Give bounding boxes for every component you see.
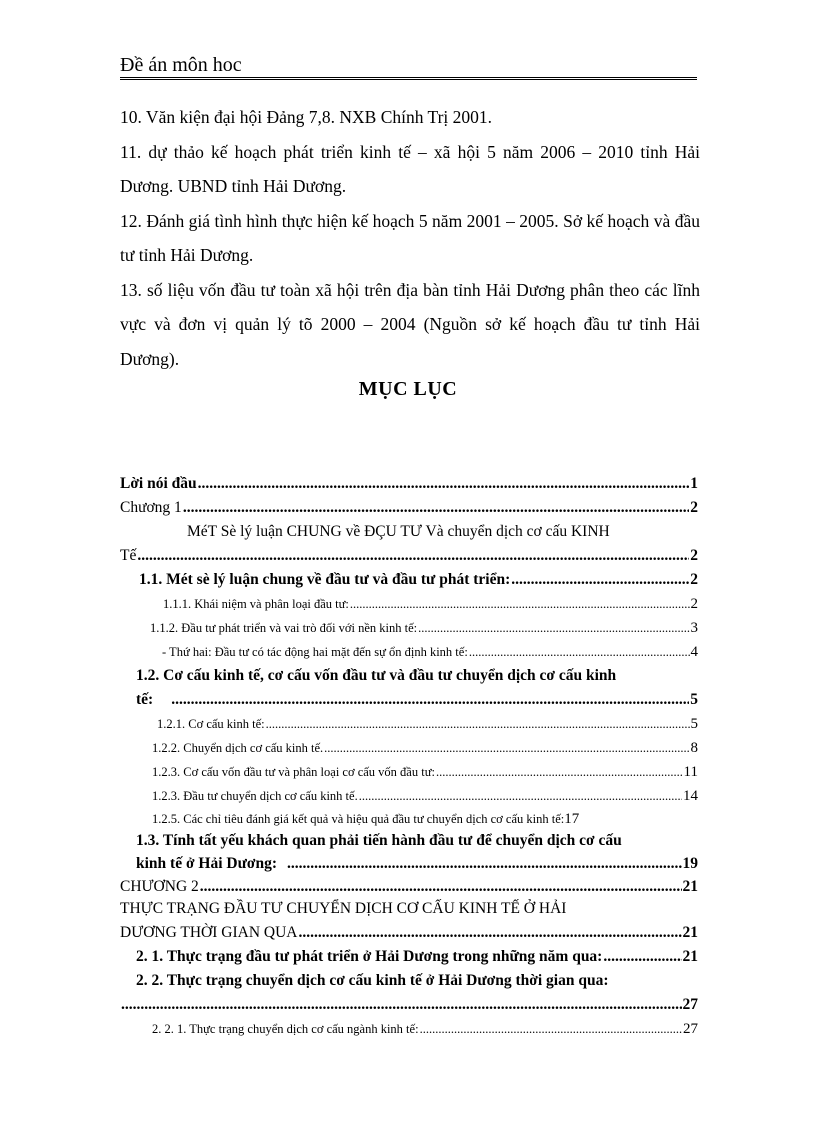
toc-entry-text: 2. 1. Thực trạng đầu tư phát triển ở Hải Dương trong những năm qua: <box>136 948 603 965</box>
toc-entry-text: Lời nói đầu <box>120 475 197 492</box>
toc-leader <box>350 592 690 616</box>
reference-item: 11. dự thảo kế hoạch phát triển kinh tế – xã hội 5 năm 2006 – 2010 tỉnh Hải Dương. UBND tỉnh Hải Dương. <box>120 141 700 196</box>
page-header <box>120 54 697 80</box>
toc-leader <box>420 1017 682 1041</box>
toc-page-number: 19 <box>682 855 698 872</box>
toc-entry-text: CHƯƠNG 2 <box>120 878 199 895</box>
toc-leader <box>137 544 689 568</box>
toc-entry[interactable] <box>120 784 698 808</box>
toc-entry-text: 1.1. Mét sè lý luận chung về đầu tư và đầu tư phát triển: <box>139 571 511 588</box>
toc-entry-text: 1.2.3. Cơ cấu vốn đầu tư và phân loại cơ cấu vốn đầu tư: <box>152 765 435 779</box>
toc-entry[interactable] <box>120 568 698 592</box>
toc-entry[interactable] <box>120 688 698 712</box>
toc-page-number: 17 <box>564 811 580 827</box>
reference-item: 12. Đánh giá tình hình thực hiện kế hoạch 5 năm 2001 – 2005. Sở kế hoạch và đầu tư tỉnh Hải Dương. <box>120 210 700 265</box>
toc-entry[interactable] <box>120 945 698 969</box>
toc-leader <box>200 876 682 897</box>
toc-page-number: 2 <box>690 571 698 588</box>
toc-entry[interactable] <box>120 712 698 736</box>
toc-leader <box>469 640 690 664</box>
toc-entry-text: 2. 2. 1. Thực trạng chuyển dịch cơ cấu ngành kinh tế: <box>152 1022 419 1036</box>
toc-entry[interactable] <box>120 496 698 520</box>
toc-entry-text: DƯƠNG THỜI GIAN QUA <box>120 924 298 941</box>
toc-entry[interactable] <box>120 760 698 784</box>
toc-page-number: 5 <box>690 716 698 732</box>
toc-entry[interactable] <box>120 616 698 640</box>
toc-page-number: 27 <box>683 1021 698 1037</box>
toc-page-number: 4 <box>690 644 698 660</box>
reference-item: 10. Văn kiện đại hội Đảng 7,8. NXB Chính Trị 2001. <box>120 107 493 127</box>
toc-page-number: 14 <box>683 788 698 804</box>
toc-leader <box>287 852 681 876</box>
toc-entry-text: 1.2. Cơ cấu kinh tế, cơ cấu vốn đầu tư và đầu tư chuyển dịch cơ cấu kinh <box>136 667 617 684</box>
toc-entry-text: 1.2.5. Các chỉ tiêu đánh giá kết quả và hiệu quả đầu tư chuyển dịch cơ cấu kinh tế: <box>152 812 565 826</box>
toc-entry[interactable] <box>120 969 698 993</box>
reference-list <box>120 100 700 376</box>
toc-entry[interactable] <box>120 736 698 760</box>
toc-entry[interactable] <box>120 852 698 876</box>
toc-leader <box>359 784 682 808</box>
toc-entry[interactable] <box>120 1017 698 1041</box>
toc-leader <box>121 993 682 1017</box>
toc-leader <box>436 760 683 784</box>
toc-page-number: 21 <box>682 948 698 965</box>
toc-page-number: 5 <box>690 691 698 708</box>
header-title: Đề án môn hoc <box>120 54 242 76</box>
toc-entry[interactable] <box>120 830 698 852</box>
toc-entry-text: Tế <box>120 547 137 564</box>
toc-entry-text: kinh tế ở Hải Dương: <box>136 855 278 872</box>
toc-page-number: 11 <box>683 764 698 780</box>
toc-entry[interactable] <box>120 472 698 496</box>
toc-entry-text: 1.2.2. Chuyển dịch cơ cấu kinh tế. <box>152 741 324 755</box>
toc-entry[interactable] <box>120 808 698 830</box>
toc-entry-text: Chương 1 <box>120 499 182 516</box>
toc-entry[interactable] <box>120 544 698 568</box>
toc-leader <box>299 921 682 945</box>
toc-leader <box>324 736 689 760</box>
toc-page-number: 1 <box>690 475 698 492</box>
toc-entry-text: 1.2.1. Cơ cấu kinh tế: <box>157 717 265 731</box>
toc-entry[interactable] <box>120 921 698 945</box>
toc-entry-text: 1.3. Tính tất yếu khách quan phải tiến hành đầu tư để chuyển dịch cơ cấu <box>136 832 622 849</box>
toc-leader <box>171 688 689 712</box>
toc-entry[interactable] <box>120 664 698 688</box>
toc-entry-text: 2. 2. Thực trạng chuyển dịch cơ cấu kinh tế ở Hải Dương thời gian qua: <box>136 972 609 989</box>
toc-leader <box>198 472 690 496</box>
toc-entry[interactable] <box>120 520 698 544</box>
reference-item: 13. số liệu vốn đầu tư toàn xã hội trên địa bàn tỉnh Hải Dương phân theo các lĩnh vực và đơn vị quản lý tõ 2000 – 2004 (Nguồn sở kế hoạch đầu tư tỉnh Hải Dương). <box>120 279 700 369</box>
toc-page-number: 2 <box>690 499 698 516</box>
toc-page-number: 2 <box>690 596 698 612</box>
toc-entry[interactable] <box>120 592 698 616</box>
toc-title: MỤC LỤC <box>358 378 458 400</box>
toc-page-number: 21 <box>682 924 698 941</box>
toc-entry[interactable] <box>120 993 698 1017</box>
toc-leader <box>183 496 689 520</box>
toc-page-number: 21 <box>682 878 698 895</box>
toc-leader <box>266 712 690 736</box>
toc-leader <box>511 568 689 592</box>
toc-entry-text: MéT Sè lý luận CHUNG về ĐÇU TƯ Và chuyển dịch cơ cấu KINH <box>187 523 610 540</box>
toc-leader <box>603 945 681 969</box>
toc-entry[interactable] <box>120 897 698 921</box>
toc-entry-text: 1.1.1. Khái niệm và phân loại đầu tư: <box>163 597 349 611</box>
toc-page-number: 8 <box>690 740 698 756</box>
toc-page-number: 2 <box>690 547 698 564</box>
table-of-contents <box>120 472 698 1041</box>
toc-entry-text: 1.1.2. Đầu tư phát triển và vai trò đối với nền kinh tế: <box>150 621 418 635</box>
toc-entry[interactable] <box>120 876 698 897</box>
toc-leader <box>418 616 689 640</box>
toc-entry[interactable] <box>120 640 698 664</box>
toc-page-number: 3 <box>690 620 698 636</box>
toc-page-number: 27 <box>682 996 698 1013</box>
toc-entry-text: tế: <box>136 691 154 708</box>
toc-entry-text: 1.2.3. Đầu tư chuyển dịch cơ cấu kinh tế. <box>152 789 358 803</box>
toc-entry-text: THỰC TRẠNG ĐẦU TƯ CHUYỂN DỊCH CƠ CẤU KINH TẾ Ở HẢI <box>120 900 567 917</box>
toc-entry-text: - Thứ hai: Đầu tư có tác động hai mặt đến sự ổn định kinh tế: <box>162 645 468 659</box>
